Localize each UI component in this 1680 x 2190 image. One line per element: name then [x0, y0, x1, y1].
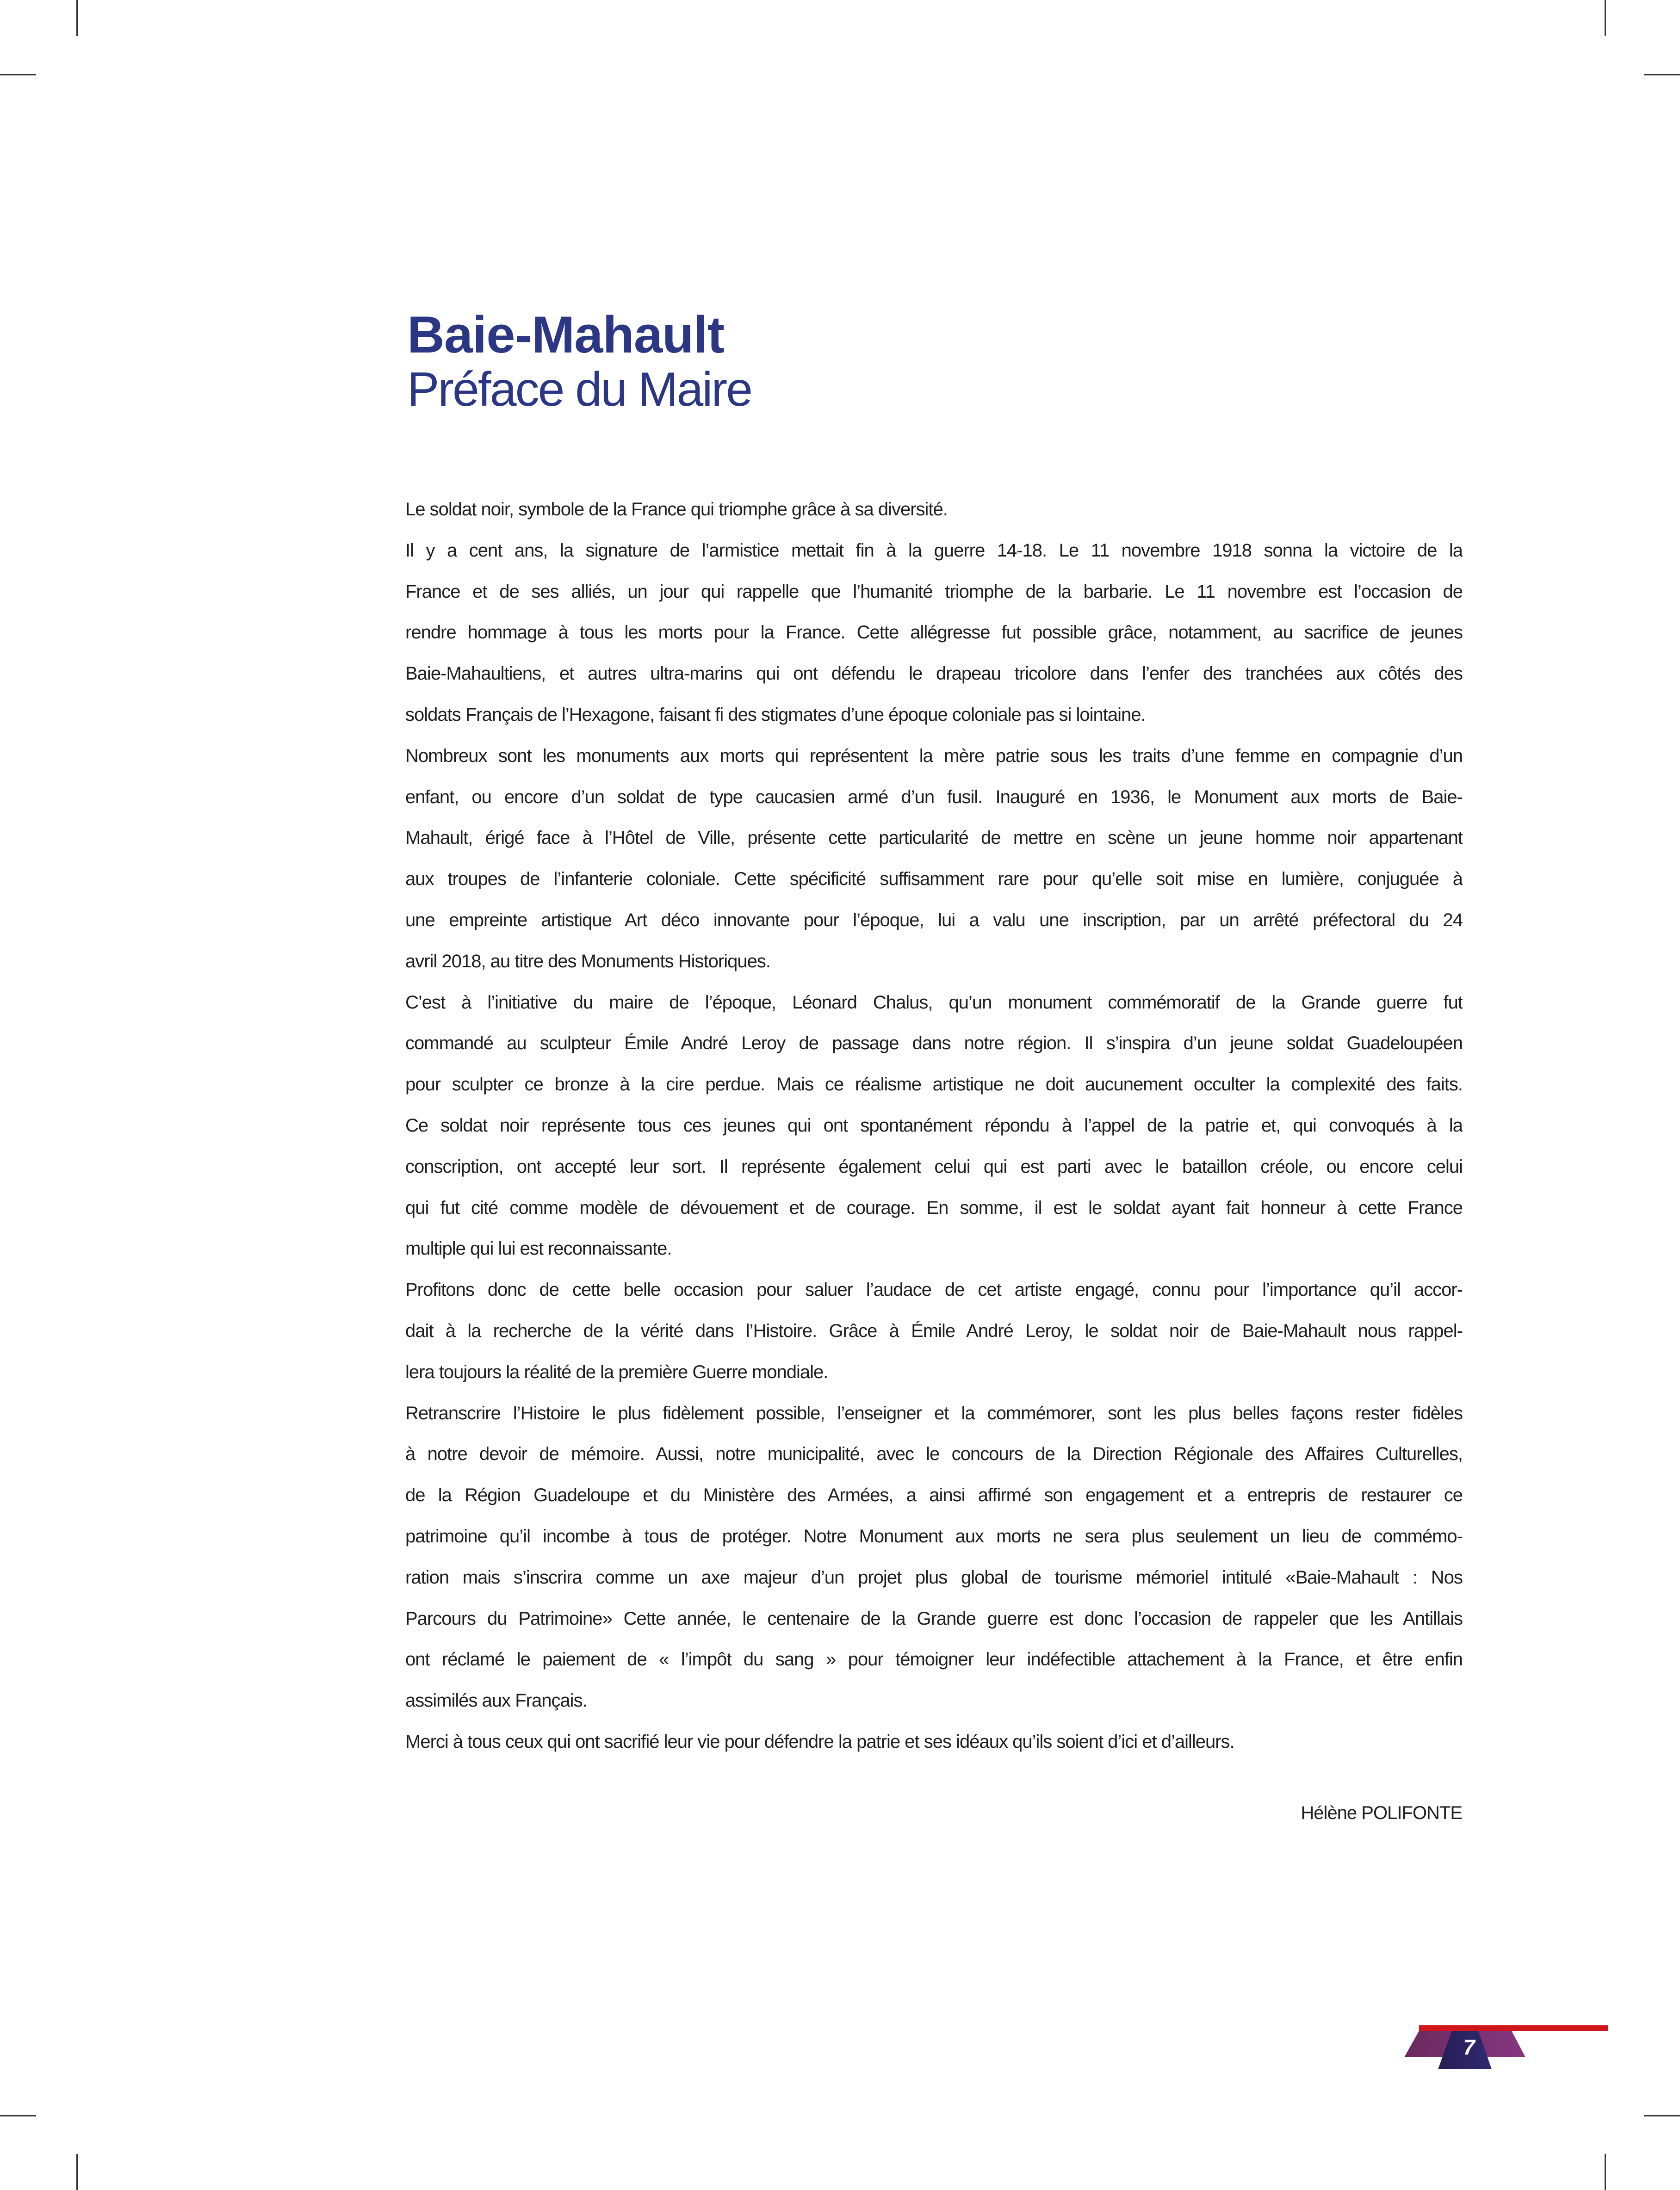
signature: Hélène POLIFONTE — [1301, 1803, 1462, 1823]
body-line: Profitons donc de cette belle occasion pour saluer l’audace de cet artiste engagé, connu pour l’importance qu’il accor- — [405, 1280, 1463, 1300]
body-line: Baie-Mahaultiens, et autres ultra-marins qui ont défendu le drapeau tricolore dans l’enfer des tranchées aux côtés des — [405, 663, 1463, 684]
body-line: rendre hommage à tous les morts pour la France. Cette allégresse fut possible grâce, notamment, au sacrifice de jeunes — [405, 622, 1463, 643]
page-number-badge — [1402, 2022, 1610, 2072]
body-line: Parcours du Patrimoine» Cette année, le centenaire de la Grande guerre est donc l’occasion de rappeler que les Antillais — [405, 1608, 1463, 1629]
body-line: soldats Français de l’Hexagone, faisant fi des stigmates d’une époque coloniale pas si lointaine. — [405, 704, 1146, 725]
crop-mark — [1644, 2115, 1680, 2116]
body-line: de la Région Guadeloupe et du Ministère des Armées, a ainsi affirmé son engagement et a entrepris de restaurer ce — [405, 1485, 1463, 1506]
body-line: dait à la recherche de la vérité dans l’Histoire. Grâce à Émile André Leroy, le soldat noir de Baie-Mahault nous rappel- — [405, 1320, 1463, 1341]
body-line: Mahault, érigé face à l’Hôtel de Ville, présente cette particularité de mettre en scène un jeune homme noir appartenant — [405, 828, 1463, 848]
body-line: avril 2018, au titre des Monuments Historiques. — [405, 951, 770, 971]
crop-mark — [76, 0, 78, 36]
body-line: Retranscrire l’Histoire le plus fidèlement possible, l’enseigner et la commémorer, sont les plus belles façons rester fidèles — [405, 1403, 1463, 1423]
crop-mark — [76, 2154, 78, 2190]
crop-mark — [0, 2115, 36, 2116]
crop-mark — [1605, 0, 1606, 36]
body-line: qui fut cité comme modèle de dévouement et de courage. En somme, il est le soldat ayant fait honneur à cette France — [405, 1197, 1463, 1218]
body-line: Il y a cent ans, la signature de l’armistice mettait fin à la guerre 14-18. Le 11 novembre 1918 sonna la victoire de la — [405, 540, 1463, 561]
body-line: Ce soldat noir représente tous ces jeunes qui ont spontanément répondu à l’appel de la patrie et, qui convoqués à la — [405, 1115, 1463, 1136]
body-line: à notre devoir de mémoire. Aussi, notre municipalité, avec le concours de la Direction Régionale des Affaires Culturelles, — [405, 1444, 1463, 1465]
body-text — [405, 489, 1463, 1763]
body-line: ont réclamé le paiement de « l’impôt du sang » pour témoigner leur indéfectible attachement à la France, et être enfin — [405, 1649, 1463, 1670]
page-number: 7 — [1463, 2035, 1475, 2059]
body-line: lera toujours la réalité de la première Guerre mondiale. — [405, 1361, 828, 1382]
body-line: enfant, ou encore d’un soldat de type caucasien armé d’un fusil. Inauguré en 1936, le Monument aux morts de Baie- — [405, 786, 1463, 807]
body-line: Nombreux sont les monuments aux morts qui représentent la mère patrie sous les traits d’une femme en compagnie d’un — [405, 745, 1463, 766]
body-line: pour sculpter ce bronze à la cire perdue. Mais ce réalisme artistique ne doit aucunement occulter la complexité des faits. — [405, 1074, 1463, 1095]
red-bar — [1419, 2025, 1608, 2031]
body-line: commandé au sculpteur Émile André Leroy de passage dans notre région. Il s’inspira d’un jeune soldat Guadeloupéen — [405, 1033, 1463, 1054]
body-line: Le soldat noir, symbole de la France qui triomphe grâce à sa diversité. — [405, 499, 948, 520]
body-line: France et de ses alliés, un jour qui rappelle que l’humanité triomphe de la barbarie. Le 11 novembre est l’occasion de — [405, 581, 1463, 602]
body-line: Merci à tous ceux qui ont sacrifié leur vie pour défendre la patrie et ses idéaux qu’ils soient d’ici et d’ailleurs. — [405, 1731, 1234, 1752]
body-line: C’est à l’initiative du maire de l’époque, Léonard Chalus, qu’un monument commémoratif de la Grande guerre fut — [405, 992, 1463, 1013]
body-line: assimilés aux Français. — [405, 1690, 587, 1711]
body-line: conscription, ont accepté leur sort. Il représente également celui qui est parti avec le bataillon créole, ou encore celui — [405, 1156, 1463, 1177]
body-line: une empreinte artistique Art déco innovante pour l’époque, lui a valu une inscription, par un arrêté préfectoral du 24 — [405, 909, 1463, 930]
crop-mark — [1605, 2154, 1606, 2190]
crop-mark — [0, 74, 36, 75]
body-line: ration mais s’inscrira comme un axe majeur d’un projet plus global de tourisme mémoriel intitulé «Baie-Mahault : Nos — [405, 1567, 1463, 1588]
page-subtitle: Préface du Maire — [407, 363, 751, 416]
page-title: Baie-Mahault — [407, 306, 724, 364]
body-line: multiple qui lui est reconnaissante. — [405, 1238, 672, 1259]
body-line: patrimoine qu’il incombe à tous de protéger. Notre Monument aux morts ne sera plus seulement un lieu de commémo- — [405, 1526, 1463, 1547]
body-line: aux troupes de l’infanterie coloniale. Cette spécificité suffisamment rare pour qu’elle soit mise en lumière, conjuguée à — [405, 869, 1463, 890]
crop-mark — [1644, 74, 1680, 75]
